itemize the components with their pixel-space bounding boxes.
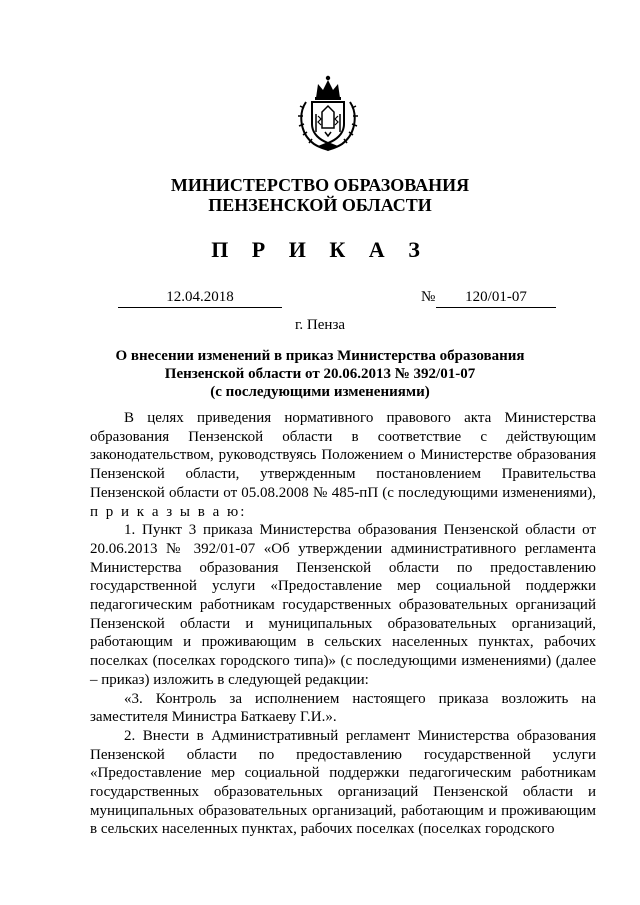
paragraph-1: 1. Пункт 3 приказа Министерства образования Пензенской области от 20.06.2013 № 392/01-07 «Об утверждении административного регламента Министерства образования Пензенской области по предоставлению государственной услуги «Предоставление мер социальной поддержки педагогическим работникам государственных образовательных организаций Пензенской области и муниципальных образовательных организаций, работающим и проживающим в сельских населенных пунктах, рабочих поселках (поселках городского типа)» (с последующими изменениями) (далее – приказ) изложить в следующей редакции: — [90, 522, 596, 688]
paragraph-1-quote: «3. Контроль за исполнением настоящего приказа возложить на заместителя Министра Баткаеву Г.И.». — [90, 690, 596, 726]
document-type-title: П Р И К А З — [211, 237, 429, 262]
subject-line2: Пензенской области от 20.06.2013 № 392/01-07 — [164, 366, 476, 382]
preamble-text: В целях приведения нормативного правового акта Министерства образования Пензенской области в соответствие с действующим законодательством, руководствуясь Положением о Министерстве образования Пензенской области, утвержденным постановлением Правительства Пензенской области от 05.08.2008 № 485-пП (с последующими изменениями), — [90, 410, 596, 501]
subject-line3: (с последующими изменениями) — [210, 384, 430, 400]
ministry-name-line2: ПЕНЗЕНСКОЙ ОБЛАСТИ — [208, 195, 432, 215]
order-date: 12.04.2018 — [166, 289, 234, 305]
number-underline — [436, 307, 556, 308]
document-body — [90, 409, 596, 839]
coat-of-arms-icon — [296, 72, 360, 152]
order-number: 120/01-07 — [465, 289, 527, 305]
paragraph-2: 2. Внести в Административный регламент Министерства образования Пензенской области по предоставлению государственной услуги «Предоставление мер социальной поддержки педагогическим работникам государственных образовательных организаций Пензенской области и муниципальных образовательных организаций, работающим и проживающим в сельских населенных пунктах, рабочих поселках (поселках городского — [90, 727, 596, 838]
penza-emblem-svg — [296, 72, 360, 152]
city: г. Пенза — [294, 317, 346, 333]
date-underline — [118, 307, 282, 308]
ministry-name-line1: МИНИСТЕРСТВО ОБРАЗОВАНИЯ — [170, 175, 470, 195]
order-word: п р и к а з ы в а ю: — [90, 503, 247, 520]
preamble-paragraph — [90, 409, 596, 521]
number-sign: № — [421, 289, 436, 305]
subject-line1: О внесении изменений в приказ Министерства образования — [115, 348, 525, 364]
